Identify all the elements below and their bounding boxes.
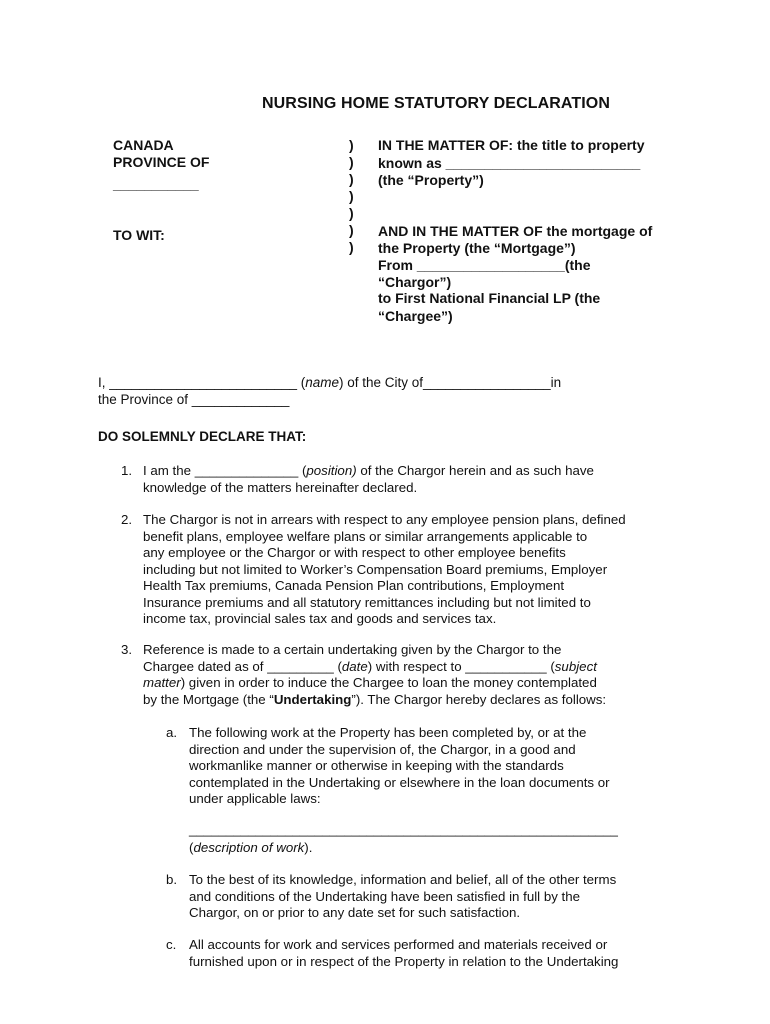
- declarant-line2: the Province of _____________: [98, 392, 290, 407]
- item-number: 1.: [121, 463, 133, 478]
- subitem-a-line: under applicable laws:: [189, 791, 321, 806]
- matter-mortgage-chargor: “Chargor”): [378, 274, 452, 290]
- paren: ): [349, 222, 354, 238]
- subitem-a-line: workmanlike manner or otherwise in keeping with the standards: [189, 758, 564, 773]
- subitem-letter: c.: [166, 937, 177, 952]
- item-3-line3: [143, 675, 606, 692]
- text: (: [189, 840, 194, 855]
- subitem-letter: b.: [166, 872, 178, 887]
- work-description-label: [189, 840, 312, 855]
- text: ).: [304, 840, 313, 855]
- item-3-line2: [143, 659, 606, 676]
- item-3-line4: [143, 692, 606, 709]
- subitem-a-line: direction and under the supervision of, the Chargor, in a good and: [189, 741, 576, 757]
- header-canada: CANADA: [113, 137, 174, 153]
- item-2-line: Health Tax premiums, Canada Pension Plan contributions, Employment: [143, 578, 565, 593]
- text: ) given in order to induce the Chargee to loan the money contemplated: [180, 675, 597, 690]
- text: ) with respect to ___________ (: [367, 658, 555, 674]
- subitem-b-line: To the best of its knowledge, information and belief, all of the other terms: [189, 872, 617, 887]
- item-2-line: income tax, provincial sales tax and goods and services tax.: [143, 611, 497, 626]
- item-2-line: any employee or the Chargor or with respect to other employee benefits: [143, 545, 566, 560]
- declarant-name-blank: I, _________________________ (: [98, 375, 306, 390]
- subitem-b-line: and conditions of the Undertaking have been satisfied in full by the: [189, 888, 581, 904]
- paren: ): [349, 188, 354, 204]
- text: Chargee dated as of _________ (: [143, 658, 342, 674]
- item-3: [143, 642, 606, 708]
- item-number: 3.: [121, 642, 133, 657]
- subitem-c: [189, 937, 618, 970]
- matter-label: matter: [143, 675, 181, 690]
- work-description-blank: __________________________________________________________: [189, 822, 618, 837]
- position-label: position): [306, 463, 357, 478]
- item-3-line1: Reference is made to a certain undertaking given by the Chargor to the: [143, 642, 562, 657]
- text: of the Chargor herein and as such have: [356, 463, 594, 478]
- declarant-name-label: name: [305, 375, 339, 390]
- item-number: 2.: [121, 512, 133, 527]
- paren-column: [349, 137, 354, 256]
- subitem-c-line: furnished upon or in respect of the Property in relation to the Undertaking: [189, 953, 619, 969]
- text: by the Mortgage (the “: [143, 691, 274, 707]
- matter-known-as: known as _________________________: [378, 155, 641, 171]
- paren: ): [349, 205, 354, 221]
- subitem-b: [189, 872, 616, 922]
- header-province: PROVINCE OF: [113, 154, 210, 170]
- paren: ): [349, 171, 354, 187]
- item-1-line1: [143, 463, 594, 480]
- paren: ): [349, 154, 354, 170]
- declare-heading: DO SOLEMNLY DECLARE THAT:: [98, 429, 307, 444]
- paren: ): [349, 239, 354, 255]
- subitem-b-line: Chargor, on or prior to any date set for such satisfaction.: [189, 905, 521, 920]
- subitem-letter: a.: [166, 725, 178, 740]
- matter-mortgage-to: to First National Financial LP (the: [378, 290, 601, 306]
- document-title: NURSING HOME STATUTORY DECLARATION: [262, 95, 610, 112]
- text: ”). The Chargor hereby declares as follows:: [351, 691, 607, 707]
- matter-mortgage-from: From ___________________(the: [378, 257, 591, 273]
- item-2-line: benefit plans, employee welfare plans or similar arrangements applicable to: [143, 528, 588, 544]
- declarant-city-blank: ) of the City of_________________in: [338, 375, 562, 390]
- description-label: description of work: [193, 840, 305, 855]
- item-2-line: The Chargor is not in arrears with respect to any employee pension plans, defined: [143, 512, 626, 527]
- header-province-blank: ___________: [113, 176, 199, 192]
- date-label: date: [341, 658, 368, 674]
- item-2-line: Insurance premiums and all statutory remittances including but not limited to: [143, 594, 591, 610]
- subitem-a-line: contemplated in the Undertaking or elsewhere in the loan documents or: [189, 774, 610, 790]
- subitem-a: [189, 725, 610, 808]
- header-to-wit: TO WIT:: [113, 227, 165, 243]
- matter-mortgage-chargee: “Chargee”): [378, 308, 453, 324]
- item-2: [143, 512, 626, 628]
- item-1: [143, 463, 594, 496]
- matter-property: (the “Property”): [378, 172, 484, 188]
- undertaking-term: Undertaking: [273, 691, 352, 707]
- item-2-line: including but not limited to Worker’s Compensation Board premiums, Employer: [143, 561, 608, 577]
- text: I am the ______________ (: [143, 463, 307, 478]
- subject-label: subject: [554, 658, 597, 674]
- matter-mortgage-line1: AND IN THE MATTER OF the mortgage of: [378, 223, 653, 239]
- matter-title-line: IN THE MATTER OF: the title to property: [378, 137, 645, 153]
- declarant-line1: [98, 374, 561, 391]
- subitem-c-line: All accounts for work and services performed and materials received or: [189, 937, 608, 952]
- matter-mortgage-line2: the Property (the “Mortgage”): [378, 240, 576, 256]
- subitem-a-line: The following work at the Property has been completed by, or at the: [189, 725, 587, 740]
- paren: ): [349, 137, 354, 153]
- item-1-line2: knowledge of the matters hereinafter declared.: [143, 479, 418, 495]
